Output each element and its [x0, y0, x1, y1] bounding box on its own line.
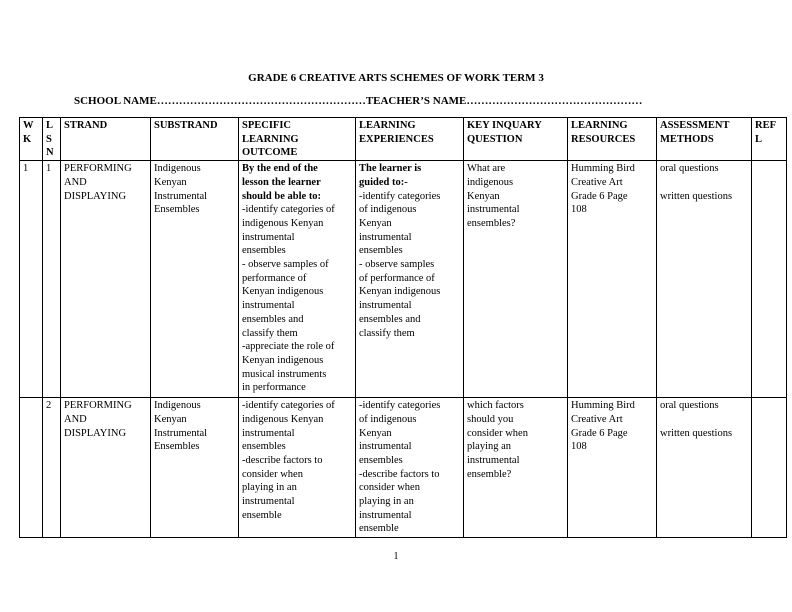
table-row — [20, 398, 787, 538]
header-strand: STRAND — [61, 118, 151, 161]
learning-resources-cell: Humming Bird Creative Art Grade 6 Page 108 — [568, 398, 657, 538]
substrand-cell: Indigenous Kenyan Instrumental Ensembles — [151, 398, 239, 538]
school-teacher-line: SCHOOL NAME…………………………………………………TEACHER’S NAME………………………………………… — [74, 95, 643, 107]
reflection-cell — [752, 398, 787, 538]
strand-cell: PERFORMING AND DISPLAYING — [61, 161, 151, 398]
header-learning-resources: LEARNING RESOURCES — [568, 118, 657, 161]
strand-cell: PERFORMING AND DISPLAYING — [61, 398, 151, 538]
key-question-cell: which factors should you consider when playing an instrumental ensemble? — [464, 398, 568, 538]
specific-outcome-cell: -identify categories of indigenous Kenyan instrumental ensembles -describe factors to consider when playing in an instrumental ensemble — [239, 398, 356, 538]
assessment-methods-cell: oral questions written questions — [657, 398, 752, 538]
learning-resources-cell: Humming Bird Creative Art Grade 6 Page 108 — [568, 161, 657, 398]
lesson-cell: 1 — [43, 161, 61, 398]
header-row — [20, 118, 787, 161]
header-reflection: REF L — [752, 118, 787, 161]
table-row — [20, 161, 787, 398]
week-cell — [20, 398, 43, 538]
key-question-cell: What are indigenous Kenyan instrumental ensembles? — [464, 161, 568, 398]
header-learning-experiences: LEARNING EXPERIENCES — [356, 118, 464, 161]
header-lesson: L S N — [43, 118, 61, 161]
learning-experiences-cell: -identify categories of indigenous Kenyan instrumental ensembles -describe factors to consider when playing in an instrumental ensemble — [356, 398, 464, 538]
header-specific-outcome: SPECIFIC LEARNING OUTCOME — [239, 118, 356, 161]
week-cell: 1 — [20, 161, 43, 398]
scheme-of-work-table — [19, 117, 787, 538]
lesson-cell: 2 — [43, 398, 61, 538]
header-week: W K — [20, 118, 43, 161]
page-number: 1 — [393, 551, 399, 562]
reflection-cell — [752, 161, 787, 398]
document-title: GRADE 6 CREATIVE ARTS SCHEMES OF WORK TERM 3 — [248, 72, 544, 84]
assessment-methods-cell: oral questions written questions — [657, 161, 752, 398]
specific-outcome-cell: By the end of the lesson the learner should be able to: -identify categories of indigenous Kenyan instrumental ensembles - observe samples of performance of Kenyan indigenous instrumental ensembles and classify them -appreciate the role of Kenyan indigenous musical instruments in performance — [239, 161, 356, 398]
header-assessment-methods: ASSESSMENT METHODS — [657, 118, 752, 161]
substrand-cell: Indigenous Kenyan Instrumental Ensembles — [151, 161, 239, 398]
header-key-question: KEY INQUARY QUESTION — [464, 118, 568, 161]
learning-experiences-cell: The learner is guided to:- -identify categories of indigenous Kenyan instrumental ensembles - observe samples of performance of Kenyan indigenous instrumental ensembles and classify them — [356, 161, 464, 398]
header-substrand: SUBSTRAND — [151, 118, 239, 161]
